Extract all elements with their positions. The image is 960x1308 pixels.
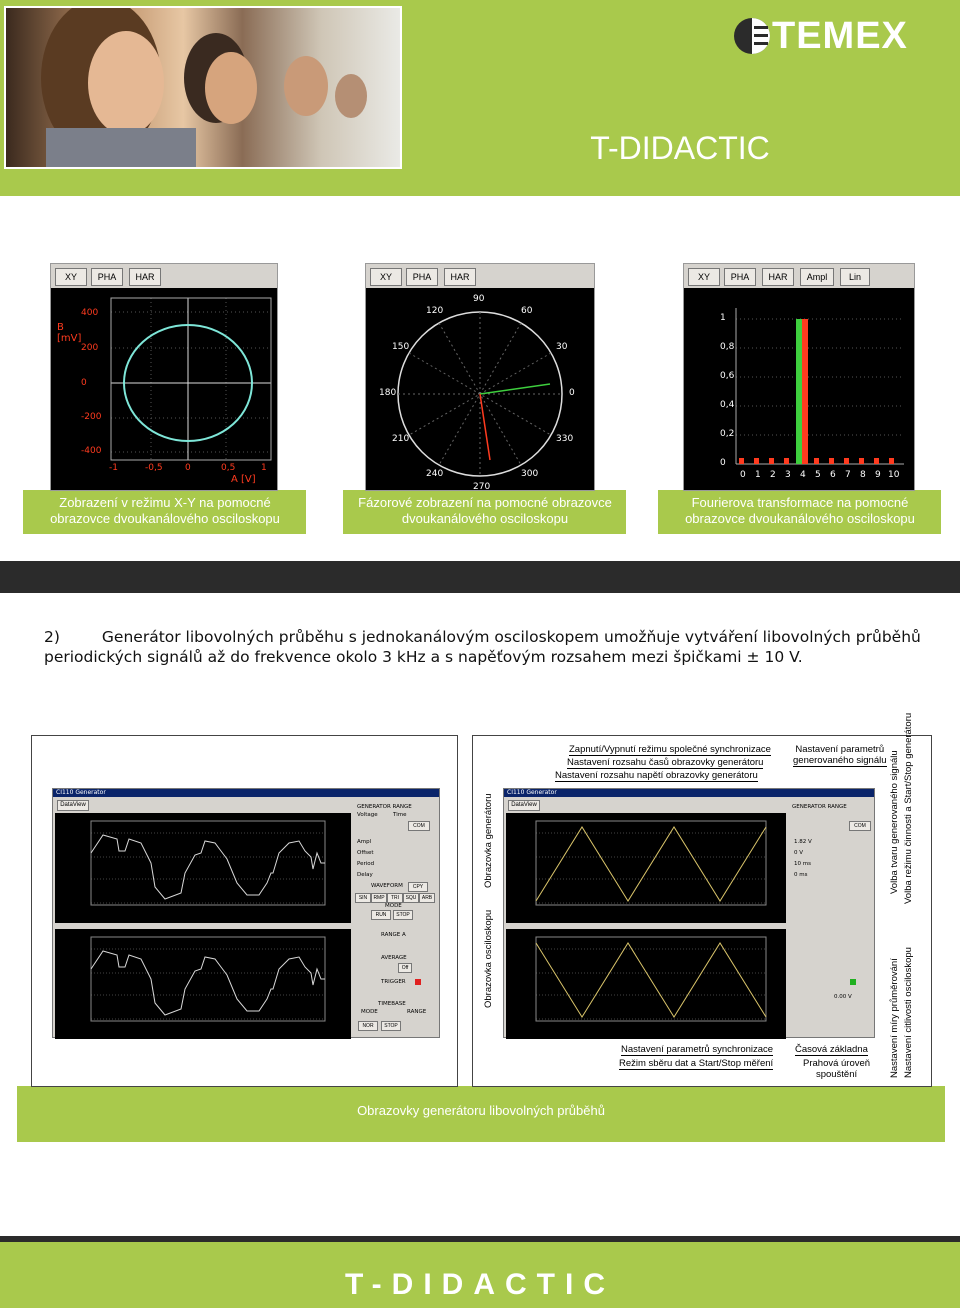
xy-plot (51, 288, 277, 490)
spectrum-plot (684, 288, 914, 490)
annotation-signal-params: Nastavení parametrů generovaného signálu (793, 744, 887, 766)
trigger-label: TRIGGER (381, 979, 406, 985)
arb-button[interactable]: ARB (419, 893, 435, 903)
trigger-indicator (850, 979, 856, 985)
xy-button[interactable]: XY (688, 268, 720, 286)
xy-ytick: 0 (81, 378, 87, 388)
range-a-label: RANGE A (381, 932, 406, 938)
param-value: 0 ms (794, 872, 808, 878)
xy-ytick: 200 (81, 343, 99, 353)
xy-ytick: -400 (81, 446, 102, 456)
phasor-angle: 120 (426, 306, 444, 316)
phasor-angle: 90 (473, 294, 485, 304)
range-label: RANGE (407, 1009, 427, 1015)
generator-screen (506, 813, 786, 923)
xy-button[interactable]: XY (370, 268, 402, 286)
annotation-waveform-shape: Volba tvaru generovaného signálu (889, 750, 900, 894)
footer-title: T-DIDACTIC (345, 1268, 615, 1301)
annotation-averaging: Nastavení míry průměrování (889, 958, 900, 1078)
xy-xtick: -0,5 (145, 463, 163, 473)
phasor-angle: 270 (473, 482, 491, 492)
har-ytick: 0,8 (720, 342, 735, 352)
har-xtick: 3 (785, 470, 791, 480)
mode-label-lower: MODE (361, 1009, 378, 1015)
temex-logo-icon (732, 16, 772, 56)
rmp-button[interactable]: RMP (371, 893, 387, 903)
har-xtick: 9 (875, 470, 881, 480)
phasor-angle: 300 (521, 469, 539, 479)
scope-pha (365, 263, 595, 491)
param-value: 0 V (794, 850, 804, 856)
har-ytick: 0,4 (720, 400, 735, 410)
figure-caption: Obrazovky generátoru libovolných průběhů (357, 1103, 605, 1118)
har-ytick: 0 (720, 458, 726, 468)
phasor-angle: 210 (392, 434, 410, 444)
trigger-indicator (415, 979, 421, 985)
har-xtick: 1 (755, 470, 761, 480)
har-xtick: 0 (740, 470, 746, 480)
time-label: Time (393, 812, 407, 818)
xy-ytick: -200 (81, 412, 102, 422)
oscilloscope-screen (55, 929, 351, 1039)
annotation-sync: Zapnutí/Vypnutí režimu společné synchronizace (569, 744, 771, 755)
average-label: AVERAGE (381, 955, 407, 961)
phasor-angle: 180 (379, 388, 397, 398)
cpy-button[interactable]: CPY (408, 882, 428, 892)
run-button[interactable]: RUN (371, 910, 391, 920)
generator-range-label: GENERATOR RANGE (792, 804, 847, 810)
scope-xy (50, 263, 278, 491)
param-label: Delay (357, 872, 373, 878)
pha-button[interactable]: PHA (724, 268, 756, 286)
trigger-value: 0.00 V (834, 994, 852, 1000)
paragraph-text: Generátor libovolných průběhu s jednokanálovým osciloskopem umožňuje vytváření libovolných průběhů periodických signálů až do frekvence okolo 3 kHz a s napěťovým rozsahem mezi špičkami ± 10 V. (44, 628, 921, 666)
ampl-button[interactable]: Ampl (800, 268, 834, 286)
xy-x-label: A [V] (231, 474, 256, 485)
har-ytick: 0,2 (720, 429, 735, 439)
phasor-angle: 330 (556, 434, 574, 444)
dataview-button[interactable]: DataView (508, 800, 540, 811)
phasor-angle: 30 (556, 342, 568, 352)
har-xtick: 8 (860, 470, 866, 480)
window-titlebar: CI110 Generator (53, 789, 439, 797)
scope-har (683, 263, 915, 491)
har-button[interactable]: HAR (129, 268, 161, 286)
phasor-angle: 0 (569, 388, 575, 398)
pha-button[interactable]: PHA (406, 268, 438, 286)
har-xtick: 10 (888, 470, 900, 480)
caption-pha: Fázorové zobrazení na pomocné obrazovce dvoukanálového osciloskopu (358, 495, 612, 526)
paragraph (44, 627, 924, 667)
phasor-plot (366, 288, 594, 490)
section-divider (0, 561, 960, 593)
har-xtick: 6 (830, 470, 836, 480)
annotation-generator-screen: Obrazovka generátoru (483, 793, 494, 888)
har-ytick: 0,6 (720, 371, 735, 381)
caption-xy: Zobrazení v režimu X-Y na pomocné obrazovce dvoukanálového osciloskopu (50, 495, 280, 526)
figure-caption-box (17, 1086, 945, 1142)
annotation-mode: Volba režimu činnosti a Start/Stop generátoru (903, 712, 914, 904)
annotation-timebase: Časová základna (795, 1044, 868, 1055)
annotation-sensitivity: Nastavení citlivosti osciloskopu (903, 947, 914, 1078)
lin-button[interactable]: Lin (840, 268, 870, 286)
xy-xtick: 1 (261, 463, 267, 473)
dataview-button[interactable]: DataView (57, 800, 89, 811)
generator-window (52, 788, 440, 1038)
stop-button[interactable]: STOP (393, 910, 413, 920)
har-xtick: 5 (815, 470, 821, 480)
generator-range-label: GENERATOR RANGE (357, 804, 412, 810)
generator-panel-right (472, 712, 932, 1087)
phasor-angle: 150 (392, 342, 410, 352)
param-label: Offset (357, 850, 374, 856)
squ-button[interactable]: SQU (403, 893, 419, 903)
annotation-trigger-level: Prahová úroveň spouštění (803, 1058, 871, 1080)
generator-panel-left (31, 735, 458, 1087)
phasor-angle: 60 (521, 306, 533, 316)
phasor-angle: 240 (426, 469, 444, 479)
pha-button[interactable]: PHA (91, 268, 123, 286)
nor-button[interactable]: NOR (358, 1021, 378, 1031)
caption-har: Fourierova transformace na pomocné obrazovce dvoukanálového osciloskopu (685, 495, 915, 526)
xy-button[interactable]: XY (55, 268, 87, 286)
param-label: Period (357, 861, 375, 867)
off-button[interactable]: Off (398, 963, 412, 973)
stop-measure-button[interactable]: STOP (381, 1021, 401, 1031)
header-photo (4, 6, 402, 169)
xy-ytick: 400 (81, 308, 99, 318)
sin-button[interactable]: SIN (355, 893, 371, 903)
param-value: 1.82 V (794, 839, 812, 845)
annotation-time-range: Nastavení rozsahu časů obrazovky generátoru (567, 757, 764, 768)
har-xtick: 4 (800, 470, 806, 480)
mode-label: MODE (385, 903, 402, 909)
paragraph-number: 2) (44, 628, 60, 646)
timebase-label: TIMEBASE (378, 1001, 406, 1007)
page-title: T-DIDACTIC (590, 130, 770, 166)
voltage-label: Voltage (357, 812, 378, 818)
xy-y-label: B [mV] (57, 322, 82, 344)
param-label: Ampl (357, 839, 372, 845)
logo-text: TEMEX (772, 14, 908, 57)
xy-xtick: 0,5 (221, 463, 236, 473)
tri-button[interactable]: TRI (387, 893, 403, 903)
har-ytick: 1 (720, 313, 726, 323)
param-value: 10 ms (794, 861, 811, 867)
com-button[interactable]: COM (408, 821, 430, 831)
annotation-voltage-range: Nastavení rozsahu napětí obrazovky generátoru (555, 770, 758, 781)
generator-window-annotated (503, 788, 875, 1038)
waveform-label: WAVEFORM (371, 883, 403, 889)
oscilloscope-screen (506, 929, 786, 1039)
har-xtick: 7 (845, 470, 851, 480)
xy-xtick: -1 (109, 463, 118, 473)
har-button[interactable]: HAR (762, 268, 794, 286)
window-titlebar: CI110 Generator (504, 789, 874, 797)
annotation-sync-params: Nastavení parametrů synchronizace (621, 1044, 774, 1055)
annotation-oscilloscope-screen: Obrazovka osciloskopu (483, 909, 494, 1008)
com-button[interactable]: COM (849, 821, 871, 831)
har-button[interactable]: HAR (444, 268, 476, 286)
generator-screen (55, 813, 351, 923)
temex-logo (732, 14, 908, 58)
har-xtick: 2 (770, 470, 776, 480)
xy-xtick: 0 (185, 463, 191, 473)
annotation-acquisition: Režim sběru dat a Start/Stop měření (619, 1058, 774, 1069)
